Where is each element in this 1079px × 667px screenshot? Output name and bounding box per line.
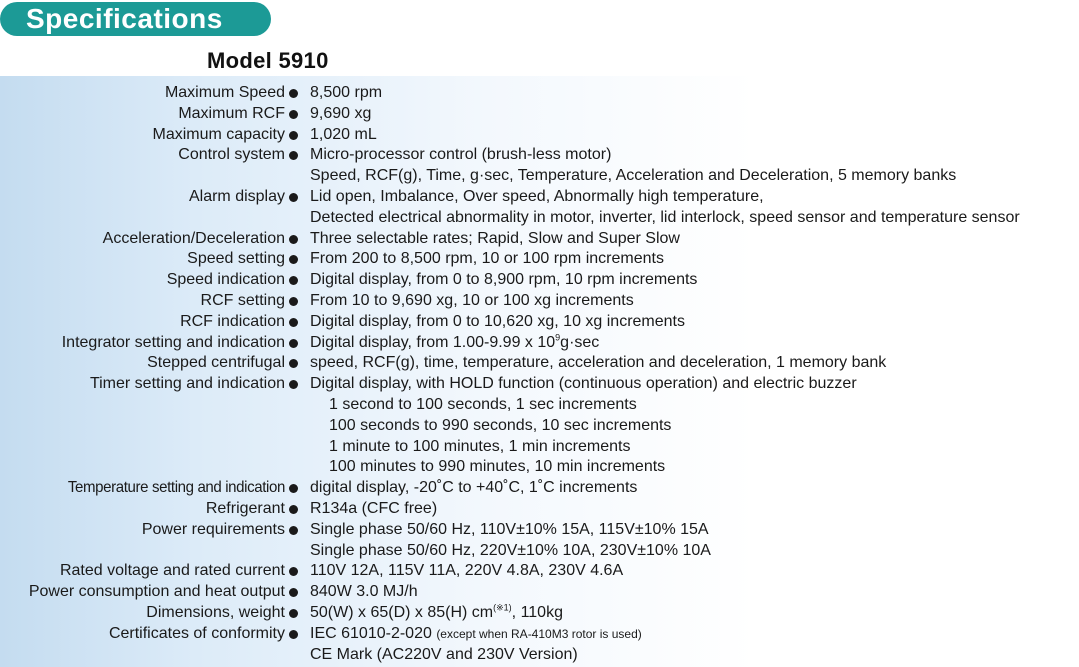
spec-row (0, 374, 1079, 395)
bullet-icon (289, 297, 298, 306)
spec-value-text: From 10 to 9,690 xg, 10 or 100 xg increments (310, 291, 634, 309)
spec-label: Certificates of conformity (108, 624, 285, 642)
spec-value-text: Three selectable rates; Rapid, Slow and Super Slow (310, 229, 680, 247)
spec-value (310, 582, 418, 603)
bullet-icon (289, 235, 298, 244)
spec-row (0, 291, 1079, 312)
spec-list (0, 83, 1079, 665)
spec-value-text: Speed, RCF(g), Time, g·sec, Temperature, Acceleration and Deceleration, 5 memory banks (310, 167, 957, 185)
spec-label: Temperature setting and indication (67, 479, 285, 497)
spec-value (329, 416, 671, 437)
bullet-icon (289, 131, 298, 140)
spec-value (329, 395, 637, 416)
spec-row (0, 208, 1079, 229)
spec-value-text: digital display, -20˚C to +40˚C, 1˚C increments (310, 479, 638, 497)
bullet-icon (289, 359, 298, 368)
spec-value-text: 9,690 xg (310, 104, 372, 122)
spec-value (310, 603, 563, 624)
spec-row (0, 104, 1079, 125)
spec-value-text: IEC 61010-2-020 (310, 624, 437, 642)
spec-value-text: Single phase 50/60 Hz, 110V±10% 15A, 115V±10% 15A (310, 520, 709, 538)
spec-value (310, 333, 599, 354)
bullet-icon (289, 526, 298, 535)
spec-row (0, 353, 1079, 374)
spec-value (310, 208, 1020, 229)
spec-row (0, 520, 1079, 541)
spec-value-text: Micro-processor control (brush-less motor) (310, 146, 612, 164)
spec-row (0, 125, 1079, 146)
spec-row (0, 582, 1079, 603)
spec-value-text: Digital display, from 0 to 8,900 rpm, 10 rpm increments (310, 271, 698, 289)
spec-value-text: Digital display, from 0 to 10,620 xg, 10 xg increments (310, 312, 685, 330)
spec-label: Control system (178, 146, 285, 164)
spec-value-suffix: g·sec (560, 333, 600, 351)
spec-row (0, 83, 1079, 104)
spec-row (0, 166, 1079, 187)
bullet-icon (289, 151, 298, 160)
bullet-icon (289, 484, 298, 493)
spec-value (310, 499, 437, 520)
bullet-icon (289, 193, 298, 202)
spec-value (310, 353, 886, 374)
spec-value-text: 1 minute to 100 minutes, 1 min increments (329, 437, 631, 455)
spec-row (0, 416, 1079, 437)
spec-value-text: 100 seconds to 990 seconds, 10 sec increments (329, 416, 672, 434)
model-title: Model 5910 (207, 48, 329, 73)
spec-label: Maximum Speed (164, 84, 285, 101)
spec-value (310, 541, 711, 562)
spec-value-text: 100 minutes to 990 minutes, 10 min increments (329, 458, 666, 476)
spec-value-text: 8,500 rpm (310, 84, 383, 101)
spec-row (0, 645, 1079, 666)
spec-row (0, 270, 1079, 291)
spec-value (310, 166, 956, 187)
spec-label: Power consumption and heat output (28, 583, 285, 601)
spec-value (310, 374, 857, 395)
spec-row (0, 561, 1079, 582)
spec-value-text: Digital display, with HOLD function (continuous operation) and electric buzzer (310, 375, 857, 393)
spec-row (0, 541, 1079, 562)
spec-value-text: 1 second to 100 seconds, 1 sec increments (329, 395, 637, 413)
spec-value (310, 187, 764, 208)
spec-row (0, 145, 1079, 166)
spec-value (310, 249, 664, 270)
spec-label: Dimensions, weight (146, 603, 285, 621)
spec-value-text: From 200 to 8,500 rpm, 10 or 100 rpm increments (310, 250, 664, 268)
spec-value-text: speed, RCF(g), time, temperature, acceleration and deceleration, 1 memory bank (310, 354, 887, 372)
spec-label: Speed indication (166, 271, 285, 289)
spec-value (310, 312, 685, 333)
bullet-icon (289, 276, 298, 285)
spec-label: Acceleration/Deceleration (102, 229, 285, 247)
spec-value-text: Single phase 50/60 Hz, 220V±10% 10A, 230V±10% 10A (310, 541, 711, 559)
spec-value-text: 50(W) x 65(D) x 85(H) cm (310, 603, 494, 621)
spec-label: Integrator setting and indication (61, 333, 285, 351)
spec-value (310, 645, 578, 666)
bullet-icon (289, 380, 298, 389)
bullet-icon (289, 588, 298, 597)
spec-label: Maximum capacity (152, 125, 285, 143)
spec-row (0, 478, 1079, 499)
spec-value (310, 270, 697, 291)
spec-value-text: Detected electrical abnormality in motor, inverter, lid interlock, speed sensor and temperature sensor (310, 208, 1020, 226)
section-title: Specifications (26, 3, 223, 34)
spec-value (310, 229, 680, 250)
spec-row (0, 457, 1079, 478)
spec-value-text: CE Mark (AC220V and 230V Version) (310, 645, 578, 663)
spec-value-text: 1,020 mL (310, 125, 377, 143)
spec-value-text: R134a (CFC free) (310, 499, 438, 517)
spec-row (0, 333, 1079, 354)
spec-value (310, 104, 371, 125)
spec-label: Refrigerant (205, 499, 285, 517)
spec-value-superscript: 9 (555, 332, 561, 343)
spec-value (310, 83, 382, 104)
spec-value (329, 437, 630, 458)
spec-row (0, 312, 1079, 333)
spec-value-suffix: , 110kg (511, 603, 563, 621)
spec-label: Rated voltage and rated current (59, 562, 285, 580)
spec-row (0, 249, 1079, 270)
spec-value (329, 457, 665, 478)
spec-label: Timer setting and indication (89, 375, 285, 393)
spec-value (310, 291, 634, 312)
spec-label: RCF setting (200, 291, 285, 309)
bullet-icon (289, 567, 298, 576)
spec-value-text: 840W 3.0 MJ/h (310, 583, 418, 601)
section-tab (0, 2, 271, 36)
spec-row (0, 229, 1079, 250)
bullet-icon (289, 110, 298, 119)
spec-row (0, 624, 1079, 645)
spec-value-text: 110V 12A, 115V 11A, 220V 4.8A, 230V 4.6A (310, 562, 624, 580)
spec-label: Maximum RCF (178, 104, 285, 122)
bullet-icon (289, 630, 298, 639)
bullet-icon (289, 609, 298, 618)
spec-value (310, 561, 623, 582)
spec-value-superscript: (※1) (493, 602, 512, 613)
spec-label: RCF indication (180, 312, 285, 330)
spec-value-note: (except when RA-410M3 rotor is used) (436, 626, 642, 641)
spec-row (0, 499, 1079, 520)
spec-value (310, 145, 611, 166)
spec-label: Stepped centrifugal (147, 354, 285, 372)
spec-value (310, 125, 377, 146)
spec-label: Alarm display (188, 187, 285, 205)
spec-row (0, 603, 1079, 624)
spec-row (0, 395, 1079, 416)
spec-row (0, 187, 1079, 208)
spec-value-text: Digital display, from 1.00-9.99 x 10 (310, 333, 556, 351)
spec-row (0, 437, 1079, 458)
spec-value (310, 478, 637, 499)
spec-value (310, 624, 642, 645)
bullet-icon (289, 505, 298, 514)
bullet-icon (289, 89, 298, 98)
bullet-icon (289, 339, 298, 348)
spec-label: Power requirements (141, 520, 285, 538)
spec-value (310, 520, 709, 541)
bullet-icon (289, 318, 298, 327)
spec-label: Speed setting (187, 250, 285, 268)
bullet-icon (289, 255, 298, 264)
spec-value-text: Lid open, Imbalance, Over speed, Abnormally high temperature, (310, 187, 764, 205)
